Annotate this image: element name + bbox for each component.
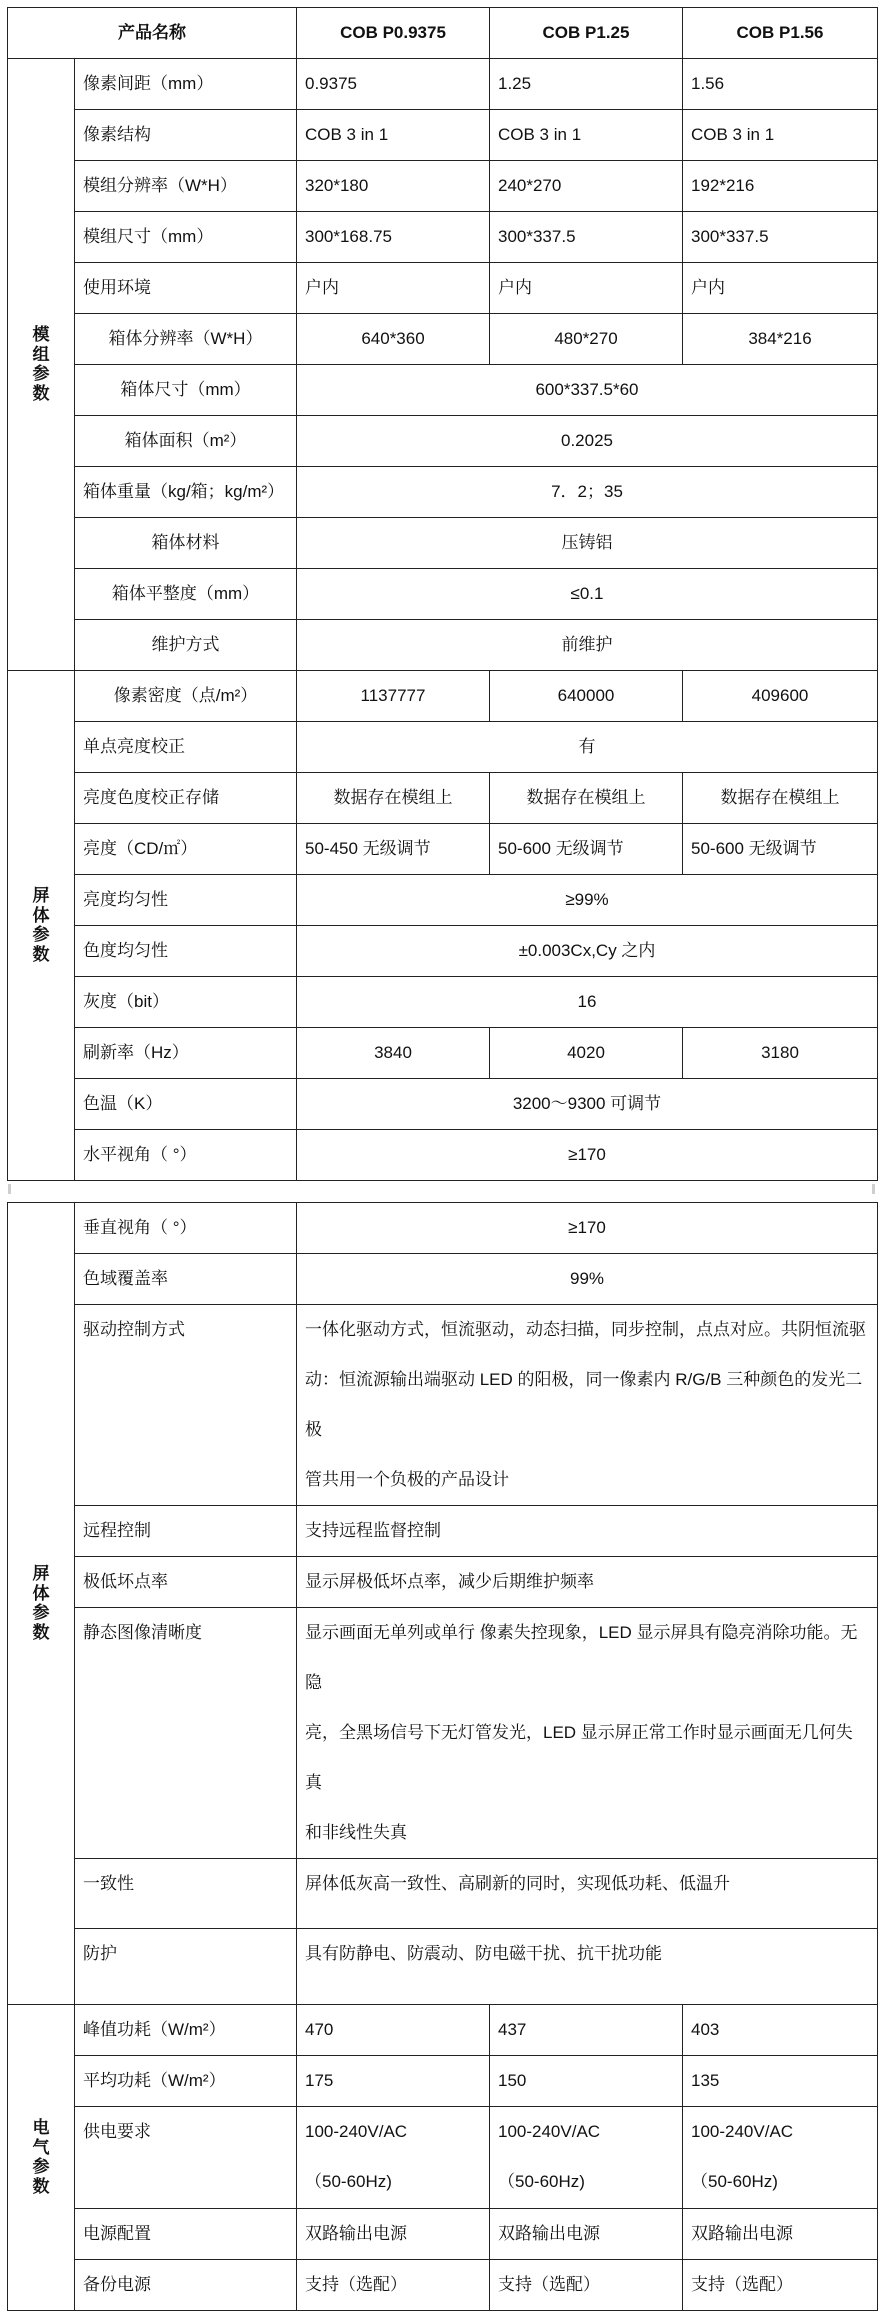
cell-value: 384*216: [683, 314, 878, 365]
cell-value-multiline: [297, 1859, 878, 1929]
table-row: [8, 1859, 878, 1929]
cell-value-multiline: [297, 1608, 878, 1859]
cell-value-merged: 600*337.5*60: [297, 365, 878, 416]
row-label: 箱体尺寸（mm）: [75, 365, 297, 416]
cell-value-merged: 有: [297, 722, 878, 773]
table-row: [8, 1079, 878, 1130]
row-label: 箱体重量（kg/箱；kg/m²）: [75, 467, 297, 518]
table-row: [8, 1557, 878, 1608]
table-row: [8, 314, 878, 365]
cell-value: 480*270: [490, 314, 683, 365]
row-label: 箱体平整度（mm）: [75, 569, 297, 620]
cell-value: 470: [297, 2005, 490, 2056]
text-line: （50-60Hz): [498, 2172, 585, 2191]
table-row: [8, 1130, 878, 1181]
cell-value-multiline: [683, 2107, 878, 2209]
cell-value-multiline: [490, 2107, 683, 2209]
text-line: （50-60Hz): [305, 2172, 392, 2191]
row-label: 维护方式: [75, 620, 297, 671]
text-line: 亮，全黑场信号下无灯管发光，LED 显示屏正常工作时显示画面无几何失真: [305, 1723, 853, 1792]
cell-value: 支持（选配）: [297, 2260, 490, 2311]
cell-value: 437: [490, 2005, 683, 2056]
row-label: 像素密度（点/m²）: [75, 671, 297, 722]
row-label: 备份电源: [75, 2260, 297, 2311]
row-label: 电源配置: [75, 2209, 297, 2260]
row-label: 远程控制: [75, 1506, 297, 1557]
cell-value-merged: ≤0.1: [297, 569, 878, 620]
row-label: 极低坏点率: [75, 1557, 297, 1608]
text-line: 一体化驱动方式，恒流驱动，动态扫描，同步控制，点点对应。共阴恒流驱: [305, 1320, 866, 1339]
cell-value: 50-600 无级调节: [490, 824, 683, 875]
cell-value-merged: 0.2025: [297, 416, 878, 467]
cell-value: 数据存在模组上: [297, 773, 490, 824]
text-line: 动：恒流源输出端驱动 LED 的阳极，同一像素内 R/G/B 三种颜色的发光二极: [305, 1370, 863, 1439]
cell-value: COB 3 in 1: [490, 110, 683, 161]
row-label: 亮度色度校正存储: [75, 773, 297, 824]
row-label: 水平视角（ °）: [75, 1130, 297, 1181]
cell-value-merged: ±0.003Cx,Cy 之内: [297, 926, 878, 977]
table-row: [8, 977, 878, 1028]
table-row: [8, 2005, 878, 2056]
table-row: [8, 2260, 878, 2311]
cell-value: 320*180: [297, 161, 490, 212]
cell-value-merged: 7．2；35: [297, 467, 878, 518]
table-row: [8, 1305, 878, 1506]
cell-value: 支持（选配）: [683, 2260, 878, 2311]
table-row: [8, 212, 878, 263]
row-label: 平均功耗（W/m²）: [75, 2056, 297, 2107]
cell-value: 户内: [297, 263, 490, 314]
table-row: [8, 518, 878, 569]
cell-value: 支持（选配）: [490, 2260, 683, 2311]
cell-value: 300*337.5: [683, 212, 878, 263]
row-label: 使用环境: [75, 263, 297, 314]
table-row: [8, 1608, 878, 1859]
row-label: 箱体面积（m²）: [75, 416, 297, 467]
row-label: 供电要求: [75, 2107, 297, 2209]
page-break: [0, 1184, 883, 1202]
table-row: [8, 671, 878, 722]
header-model-2: COB P1.25: [490, 8, 683, 59]
table-row: [8, 59, 878, 110]
row-label: 色温（K）: [75, 1079, 297, 1130]
row-label: 防护: [75, 1929, 297, 2005]
cell-value-multiline: [297, 1305, 878, 1506]
row-label: 一致性: [75, 1859, 297, 1929]
page-corner-mark: [8, 1184, 11, 1194]
cell-value: 300*168.75: [297, 212, 490, 263]
group-screen-params: 屏体参数: [8, 671, 75, 1181]
table-row: [8, 2209, 878, 2260]
cell-value-merged: 前维护: [297, 620, 878, 671]
cell-value-merged: 16: [297, 977, 878, 1028]
cell-value: 1.25: [490, 59, 683, 110]
table-row: [8, 926, 878, 977]
cell-value: 192*216: [683, 161, 878, 212]
cell-value: 640000: [490, 671, 683, 722]
cell-value: 403: [683, 2005, 878, 2056]
group-screen-params-continued: 屏体参数: [8, 1203, 75, 2005]
row-label: 单点亮度校正: [75, 722, 297, 773]
cell-value: 1137777: [297, 671, 490, 722]
row-label: 亮度均匀性: [75, 875, 297, 926]
header-product-name: 产品名称: [8, 8, 297, 59]
table-row: [8, 110, 878, 161]
cell-value-merged: 3200～9300 可调节: [297, 1079, 878, 1130]
row-label: 模组分辨率（W*H）: [75, 161, 297, 212]
cell-value: 300*337.5: [490, 212, 683, 263]
cell-value: 4020: [490, 1028, 683, 1079]
cell-value: 3180: [683, 1028, 878, 1079]
page-corner-mark: [872, 1184, 875, 1194]
cell-value: 135: [683, 2056, 878, 2107]
row-label: 刷新率（Hz）: [75, 1028, 297, 1079]
row-label: 静态图像清晰度: [75, 1608, 297, 1859]
table-row: [8, 2056, 878, 2107]
table-row: [8, 620, 878, 671]
spec-table-page1: [7, 7, 878, 1181]
row-label: 峰值功耗（W/m²）: [75, 2005, 297, 2056]
row-label: 箱体材料: [75, 518, 297, 569]
text-line: （50-60Hz): [691, 2172, 778, 2191]
cell-value: 1.56: [683, 59, 878, 110]
row-label: 亮度（CD/㎡）: [75, 824, 297, 875]
cell-value-merged: ≥170: [297, 1130, 878, 1181]
cell-value: COB 3 in 1: [297, 110, 490, 161]
text-line: 显示屏极低坏点率，减少后期维护频率: [305, 1572, 594, 1591]
cell-value: 数据存在模组上: [490, 773, 683, 824]
table-row: [8, 416, 878, 467]
cell-value: 数据存在模组上: [683, 773, 878, 824]
cell-value: 户内: [683, 263, 878, 314]
header-model-3: COB P1.56: [683, 8, 878, 59]
group-electric-params: 电气参数: [8, 2005, 75, 2311]
table-row: [8, 1203, 878, 1254]
cell-value-multiline: [297, 1557, 878, 1608]
cell-value: 50-450 无级调节: [297, 824, 490, 875]
table-row: [8, 365, 878, 416]
text-line: 100-240V/AC: [498, 2122, 601, 2141]
cell-value: 175: [297, 2056, 490, 2107]
table-row: [8, 1254, 878, 1305]
table-row: [8, 1028, 878, 1079]
table-row: [8, 1506, 878, 1557]
cell-value: 640*360: [297, 314, 490, 365]
table-row: [8, 773, 878, 824]
row-label: 模组尺寸（mm）: [75, 212, 297, 263]
text-line: 支持远程监督控制: [305, 1521, 441, 1540]
table-row: [8, 824, 878, 875]
group-module-params: 模组参数: [8, 59, 75, 671]
cell-value: 50-600 无级调节: [683, 824, 878, 875]
row-label: 箱体分辨率（W*H）: [75, 314, 297, 365]
table-row: [8, 2107, 878, 2209]
text-line: 具有防静电、防震动、防电磁干扰、抗干扰功能: [305, 1944, 662, 1963]
table-row: [8, 1929, 878, 2005]
row-label: 灰度（bit）: [75, 977, 297, 1028]
header-model-1: COB P0.9375: [297, 8, 490, 59]
row-label: 垂直视角（ °）: [75, 1203, 297, 1254]
table-row: [8, 875, 878, 926]
cell-value-multiline: [297, 1929, 878, 2005]
text-line: 100-240V/AC: [305, 2122, 408, 2141]
table-row: [8, 569, 878, 620]
table-row: [8, 722, 878, 773]
table-row: [8, 161, 878, 212]
cell-value-multiline: [297, 1506, 878, 1557]
row-label: 像素间距（mm）: [75, 59, 297, 110]
text-line: 100-240V/AC: [691, 2122, 794, 2141]
cell-value-merged: 压铸铝: [297, 518, 878, 569]
cell-value: 双路输出电源: [683, 2209, 878, 2260]
text-line: 和非线性失真: [305, 1823, 407, 1842]
cell-value: COB 3 in 1: [683, 110, 878, 161]
cell-value: 双路输出电源: [297, 2209, 490, 2260]
cell-value: 409600: [683, 671, 878, 722]
cell-value: 0.9375: [297, 59, 490, 110]
cell-value-merged: ≥170: [297, 1203, 878, 1254]
row-label: 驱动控制方式: [75, 1305, 297, 1506]
header-row: [8, 8, 878, 59]
cell-value: 240*270: [490, 161, 683, 212]
cell-value: 150: [490, 2056, 683, 2107]
cell-value: 双路输出电源: [490, 2209, 683, 2260]
table-row: [8, 263, 878, 314]
text-line: 屏体低灰高一致性、高刷新的同时，实现低功耗、低温升: [305, 1874, 730, 1893]
cell-value-multiline: [297, 2107, 490, 2209]
table-row: [8, 467, 878, 518]
cell-value: 3840: [297, 1028, 490, 1079]
cell-value-merged: ≥99%: [297, 875, 878, 926]
text-line: 管共用一个负极的产品设计: [305, 1470, 509, 1489]
cell-value-merged: 99%: [297, 1254, 878, 1305]
row-label: 像素结构: [75, 110, 297, 161]
spec-table-page2: [7, 1202, 878, 2311]
row-label: 色域覆盖率: [75, 1254, 297, 1305]
row-label: 色度均匀性: [75, 926, 297, 977]
text-line: 显示画面无单列或单行 像素失控现象，LED 显示屏具有隐亮消除功能。无隐: [305, 1623, 858, 1692]
cell-value: 户内: [490, 263, 683, 314]
